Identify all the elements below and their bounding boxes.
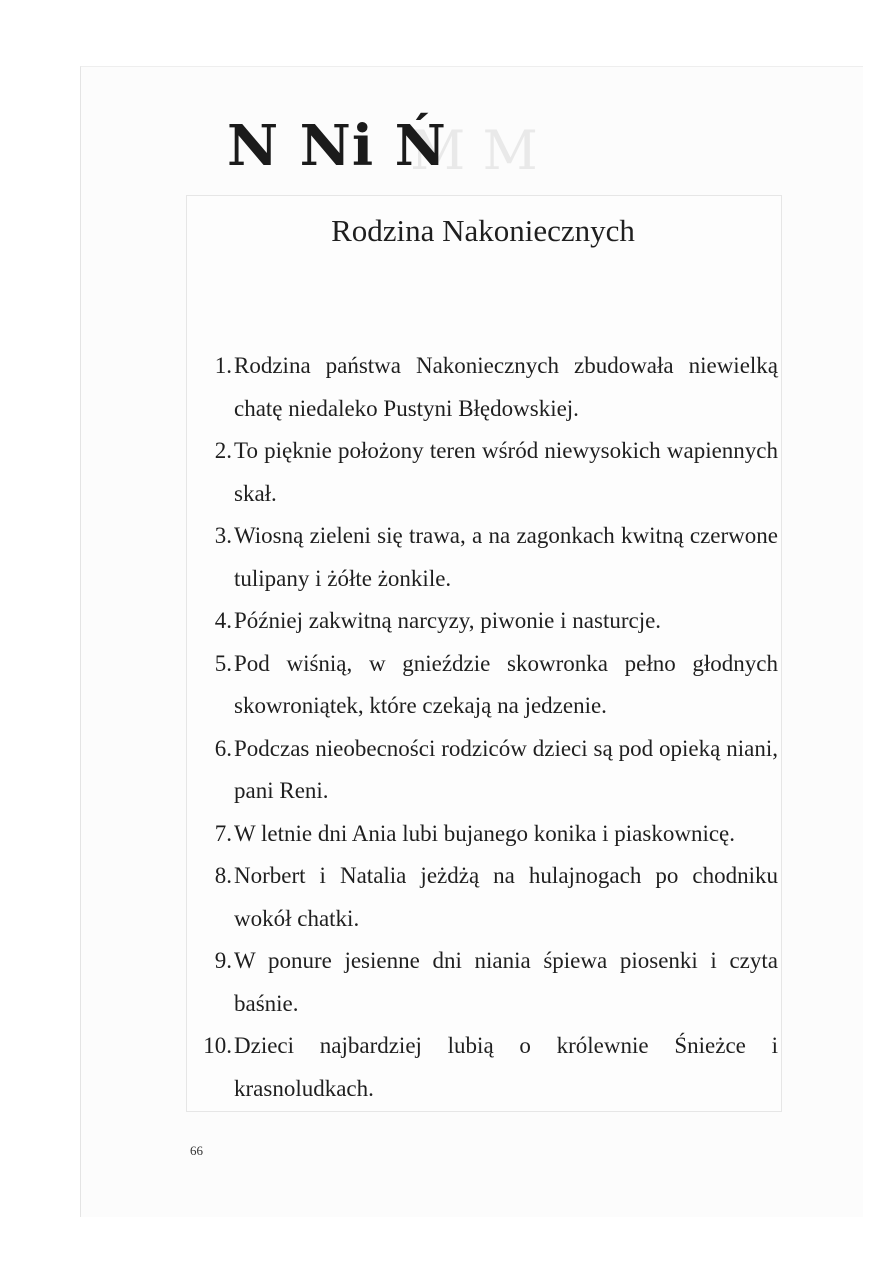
item-number: 4.	[214, 608, 232, 633]
ghost-letters-bleed-through: M M	[410, 119, 538, 182]
item-text: Dzieci najbardziej lubią o królewnie Śnieżce i krasnoludkach.	[234, 1033, 778, 1101]
item-number: 8.	[214, 863, 232, 888]
item-number: 5.	[214, 650, 232, 676]
item-text: Podczas nieobecności rodziców dzieci są pod opieką niani, pani Reni.	[234, 735, 778, 803]
sentence-list	[186, 345, 780, 1110]
list-item	[186, 940, 780, 1025]
item-text: W letnie dni Ania lubi bujanego konika i piaskownicę.	[234, 820, 736, 846]
list-item	[186, 430, 780, 515]
page-number: 66	[190, 1143, 203, 1158]
list-item	[186, 345, 780, 430]
list-item	[186, 728, 780, 813]
item-text: Pod wiśnią, w gnieździe skowronka pełno głodnych skowroniątek, które czekają na jedzenie.	[234, 650, 778, 718]
item-number: 3.	[214, 523, 232, 548]
list-item	[186, 855, 780, 940]
item-number: 10.	[203, 1033, 232, 1058]
list-item	[186, 1025, 780, 1110]
item-number: 7.	[214, 820, 232, 846]
story-title: Rodzina Nakoniecznych	[331, 213, 635, 248]
item-number: 6.	[214, 735, 232, 761]
item-number: 9.	[214, 948, 232, 973]
item-number: 2.	[214, 438, 232, 463]
item-text: Rodzina państwa Nakoniecznych zbudowała niewielką chatę niedaleko Pustyni Błędowskiej.	[234, 353, 778, 421]
list-item	[186, 600, 780, 643]
letter-heading: N Ni Ń	[227, 113, 447, 179]
item-text: W ponure jesienne dni niania śpiewa piosenki i czyta baśnie.	[234, 948, 778, 1016]
list-item	[186, 813, 780, 856]
item-number: 1.	[214, 353, 232, 378]
item-text: Później zakwitną narcyzy, piwonie i nasturcje.	[234, 608, 662, 633]
item-text: To pięknie położony teren wśród niewysokich wapiennych skał.	[234, 438, 778, 506]
list-item	[186, 515, 780, 600]
item-text: Wiosną zieleni się trawa, a na zagonkach kwitną czerwone tulipany i żółte żonkile.	[234, 523, 778, 591]
list-item	[186, 643, 780, 728]
item-text: Norbert i Natalia jeżdżą na hulajnogach po chodniku wokół chatki.	[234, 863, 778, 931]
